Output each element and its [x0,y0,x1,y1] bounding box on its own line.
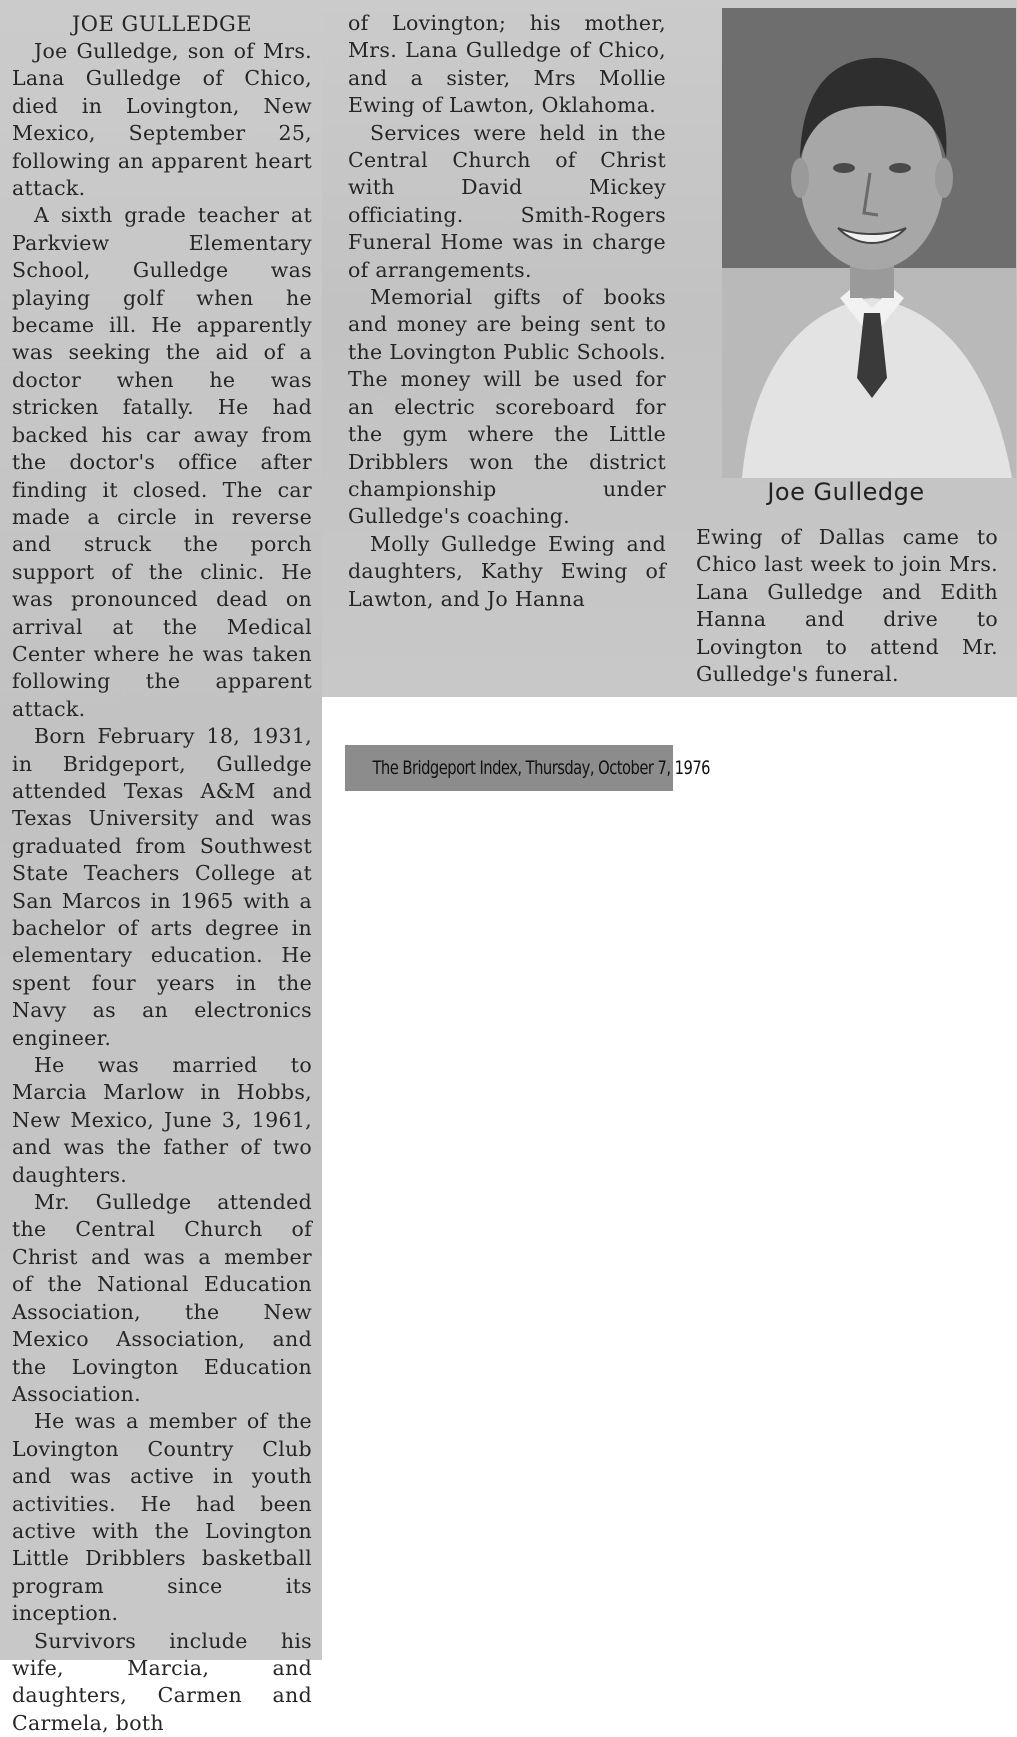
portrait-illustration [722,8,1016,478]
article-column-2 [348,10,666,613]
newspaper-source-label [345,745,711,791]
paragraph: Mr. Gulledge attended the Central Church of Christ and was a member of the National Education Association, the New Mexico Association, and the Lovington Education Association. [12,1190,312,1406]
article-column-1 [12,38,312,1737]
paragraph: Molly Gulledge Ewing and daughters, Kathy Ewing of Lawton, and Jo Hanna [348,531,666,611]
portrait-photo [722,8,1016,478]
paragraph: He was a member of the Lovington Country Club and was active in youth activities. He had been active with the Lovington Little Dribblers basketball program since its inception. [12,1409,312,1626]
obituary-headline: JOE GULLEDGE [71,12,253,36]
paragraph: Services were held in the Central Church of Christ with David Mickey officiating. Smith-Rogers Funeral Home was in charge of arrangements. [348,120,666,282]
paragraph: of Lovington; his mother, Mrs. Lana Gulledge of Chico, and a sister, Mrs Mollie Ewing of Lawton, Oklahoma. [348,11,666,118]
source-label-text: The Bridgeport Index, Thursday, October 7, 1976 [372,757,711,779]
paragraph: Ewing of Dallas came to Chico last week to join Mrs. Lana Gulledge and Edith Hanna and drive to Lovington to attend Mr. Gulledge's funeral. [696,525,998,687]
paragraph: Memorial gifts of books and money are being sent to the Lovington Public Schools. The money will be used for an electric scoreboard for the gym where the Little Dribblers won the district championship under Gulledge's coaching. [348,285,666,529]
photo-caption: Joe Gulledge [767,478,925,506]
paragraph: He was married to Marcia Marlow in Hobbs, New Mexico, June 3, 1961, and was the father of two daughters. [12,1053,312,1187]
paragraph: Born February 18, 1931, in Bridgeport, Gulledge attended Texas A&M and Texas University and was graduated from Southwest State Teachers College at San Marcos in 1965 with a bachelor of arts degree in elementary education. He spent four years in the Navy as an electronics engineer. [12,724,312,1050]
paragraph: A sixth grade teacher at Parkview Elementary School, Gulledge was playing golf when he became ill. He apparently was seeking the aid of a doctor when he was stricken fatally. He had backed his car away from the doctor's office after finding it closed. The car made a circle in reverse and struck the porch support of the clinic. He was pronounced dead on arrival at the Medical Center where he was taken following the apparent attack. [12,203,312,721]
article-column-3 [696,524,998,688]
paragraph: Survivors include his wife, Marcia, and daughters, Carmen and Carmela, both [12,1628,312,1735]
paragraph: Joe Gulledge, son of Mrs. Lana Gulledge of Chico, died in Lovington, New Mexico, September 25, following an apparent heart attack. [12,39,312,201]
